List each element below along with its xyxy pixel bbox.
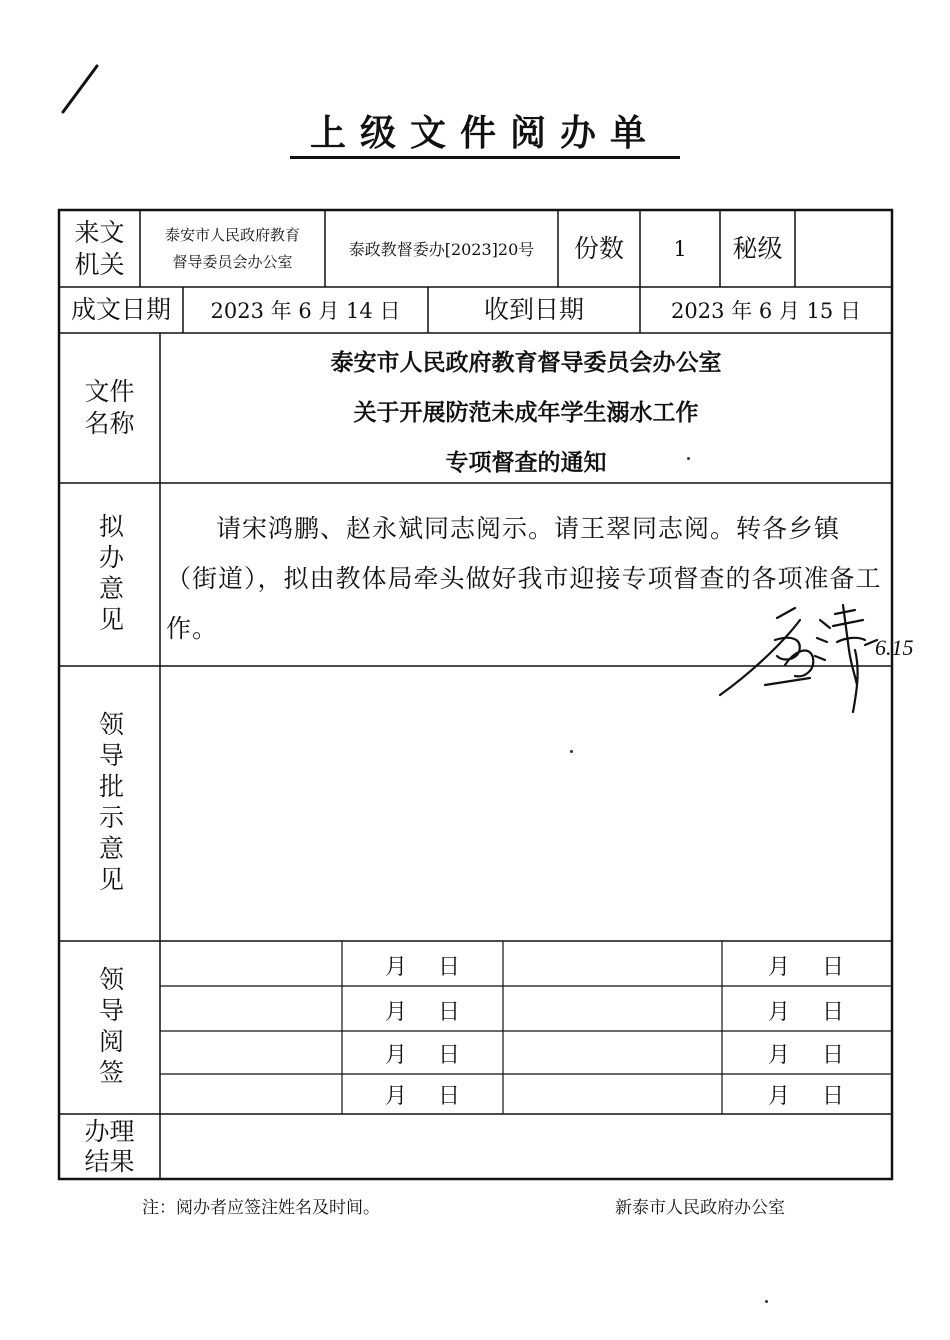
handwritten-signature [715, 590, 930, 715]
review-row-1-right-month: 月 [768, 955, 791, 980]
issue-date-label: 成文日期 [70, 295, 171, 324]
secret-level-label: 秘级 [732, 233, 783, 263]
proposed-opinion-text: 请宋鸿鹏、赵永斌同志阅示。请王翠同志阅。转各乡镇（街道），拟由教体局牵头做好我市迎接专项督查的各项准备工作。 [166, 514, 882, 643]
page-title: 上级文件阅办单 [290, 112, 680, 159]
review-row-4-month: 月 [385, 1084, 408, 1109]
review-row-3-month: 月 [385, 1043, 408, 1068]
review-row-4-right-month: 月 [768, 1084, 791, 1109]
source-org-label: 来文 机关 [74, 217, 125, 279]
secret-level-value [795, 210, 892, 287]
file-name-line-3: 专项督查的通知 [445, 449, 607, 476]
review-row-1-right-day: 日 [822, 955, 845, 980]
scan-speck [765, 1300, 768, 1303]
copies-label: 份数 [573, 233, 624, 263]
review-row-4-right-day: 日 [822, 1084, 845, 1109]
review-row-3-right-month: 月 [768, 1043, 791, 1068]
leader-instruction-label [59, 666, 160, 941]
doc-number-value: 泰政教督委办[2023]20号 [348, 240, 535, 259]
proposed-opinion-label-text: 拟办意见 [95, 512, 125, 637]
review-row-2-right-month: 月 [768, 1000, 791, 1025]
leader-review-label-text: 领导阅签 [95, 965, 125, 1090]
scan-speck [570, 750, 573, 753]
review-row-3-right-day: 日 [822, 1043, 845, 1068]
review-row-3-day: 日 [438, 1043, 461, 1068]
received-date-label: 收到日期 [483, 295, 584, 324]
file-name-label: 文件 名称 [84, 377, 135, 438]
review-row-1-month: 月 [385, 955, 408, 980]
review-row-4-day: 日 [438, 1084, 461, 1109]
scan-speck [687, 457, 690, 460]
result-label: 办理 结果 [84, 1116, 135, 1176]
review-row-1-day: 日 [438, 955, 461, 980]
copies-value: 1 [673, 236, 687, 261]
file-name-line-1: 泰安市人民政府教育督导委员会办公室 [330, 349, 722, 376]
signature-date: 6.15 [875, 635, 914, 660]
leader-instruction-label-text: 领导批示意见 [95, 710, 125, 897]
review-row-2-month: 月 [385, 1000, 408, 1025]
issue-date-value: 2023 年 6 月 14 日 [210, 299, 401, 323]
received-date-value: 2023 年 6 月 15 日 [671, 299, 861, 323]
footer-note: 注：阅办者应签注姓名及时间。 [142, 1198, 380, 1218]
review-row-2-day: 日 [438, 1000, 461, 1025]
proposed-opinion-label [59, 483, 160, 666]
file-name-line-2: 关于开展防范未成年学生溺水工作 [353, 399, 699, 426]
source-org-value: 泰安市人民政府教育 督导委员会办公室 [164, 225, 300, 271]
leader-review-label [59, 941, 160, 1114]
review-row-2-right-day: 日 [822, 1000, 845, 1025]
footer-org: 新泰市人民政府办公室 [615, 1198, 785, 1218]
